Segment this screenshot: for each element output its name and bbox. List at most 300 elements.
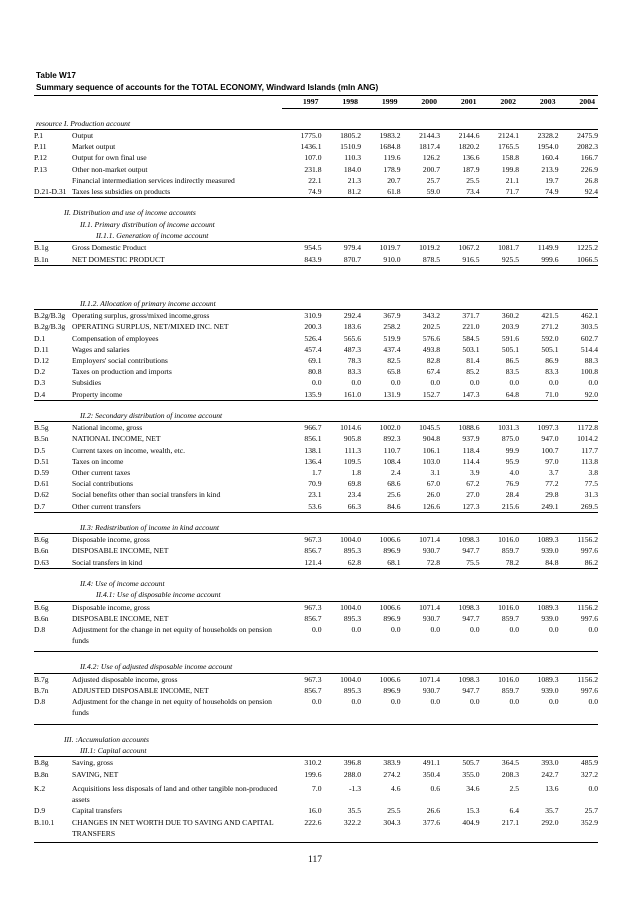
section-heading-use-adjusted xyxy=(34,661,598,673)
section-heading-redistribution xyxy=(34,522,598,534)
row-value: 503.1 xyxy=(462,344,480,354)
row-value: 1045.5 xyxy=(419,423,440,433)
row-value: 67.0 xyxy=(426,479,440,489)
row-value: 404.9 xyxy=(462,817,480,827)
table-row xyxy=(34,783,598,805)
row-code: D.4 xyxy=(34,389,72,401)
accounts-table xyxy=(34,96,598,843)
row-value: 83.3 xyxy=(545,367,559,377)
row-value: 221.0 xyxy=(462,322,480,332)
table-row xyxy=(34,456,598,467)
row-value: 0.0 xyxy=(391,697,401,707)
row-value: 1014.6 xyxy=(340,423,361,433)
row-value: 7.0 xyxy=(312,783,322,793)
row-value: 1225.2 xyxy=(577,243,598,253)
row-value: 1436.1 xyxy=(300,142,322,152)
row-value: 109.5 xyxy=(343,456,361,466)
year-header: 2002 xyxy=(480,96,520,109)
row-value: 84.6 xyxy=(361,501,401,513)
row-value: 187.9 xyxy=(462,164,480,174)
row-value: 1983.2 xyxy=(379,130,401,140)
row-value: 222.6 xyxy=(304,817,322,827)
row-value: 0.0 xyxy=(430,697,440,707)
row-value: 1098.3 xyxy=(458,535,480,545)
row-value: 292.4 xyxy=(343,311,361,321)
row-value: 916.5 xyxy=(440,254,480,266)
section-heading-secondary xyxy=(34,410,598,422)
row-value: 1004.0 xyxy=(340,602,361,612)
row-label: SAVING, NET xyxy=(72,769,119,779)
row-value: 0.0 xyxy=(312,625,322,635)
row-code: P.1 xyxy=(34,130,44,140)
row-value: 199.8 xyxy=(501,164,519,174)
row-value: 1684.8 xyxy=(379,142,401,152)
row-value: 1172.8 xyxy=(577,423,598,433)
row-value: 158.8 xyxy=(501,153,519,163)
row-value: 2475.9 xyxy=(577,130,598,140)
row-value: 178.9 xyxy=(383,164,401,174)
row-value: 355.0 xyxy=(462,769,480,779)
row-value: 1019.2 xyxy=(419,243,440,253)
row-value: 25.7 xyxy=(426,175,440,185)
row-value: 29.8 xyxy=(545,490,559,500)
year-header: 2000 xyxy=(401,96,441,109)
table-row xyxy=(34,557,598,569)
row-value: 83.5 xyxy=(505,367,519,377)
table-title-block xyxy=(34,70,598,96)
row-value: 0.0 xyxy=(351,697,361,707)
row-value: 856.7 xyxy=(304,613,322,623)
row-value: 343.2 xyxy=(422,311,440,321)
row-value: 21.3 xyxy=(347,175,361,185)
section-heading-primary-dist xyxy=(34,219,598,230)
row-value: 200.3 xyxy=(304,322,322,332)
row-value: 183.6 xyxy=(343,322,361,332)
table-row xyxy=(34,613,598,624)
row-value: 100.7 xyxy=(541,445,559,455)
row-value: 147.3 xyxy=(440,389,480,401)
row-value: 80.8 xyxy=(308,367,322,377)
row-value: 77.5 xyxy=(584,479,598,489)
row-code: B.6g xyxy=(34,602,49,612)
row-value: 1016.0 xyxy=(498,674,519,684)
row-value: 117.7 xyxy=(581,445,598,455)
row-value: 99.9 xyxy=(505,445,519,455)
row-spacer xyxy=(34,512,598,522)
row-value: 1.8 xyxy=(351,468,361,477)
row-value: 74.9 xyxy=(282,186,322,198)
row-value: 327.2 xyxy=(580,769,598,779)
row-value: 31.3 xyxy=(584,490,598,500)
table-row xyxy=(34,141,598,152)
row-value: 217.1 xyxy=(501,817,519,827)
row-value: 1066.5 xyxy=(559,254,599,266)
row-value: 6.4 xyxy=(509,806,519,816)
table-row xyxy=(34,769,598,780)
row-value: 602.7 xyxy=(580,333,598,343)
row-value: 72.8 xyxy=(401,557,441,569)
row-value: 0.0 xyxy=(351,378,361,388)
row-label: Disposable income, gross xyxy=(72,602,150,612)
row-value: 856.7 xyxy=(304,546,322,556)
row-value: 367.9 xyxy=(383,311,401,321)
row-value: 967.3 xyxy=(304,535,322,545)
row-code: D.2 xyxy=(34,367,46,377)
row-value: 76.9 xyxy=(505,479,519,489)
row-value: 111.3 xyxy=(344,445,361,455)
table-row xyxy=(34,478,598,489)
row-value: 74.9 xyxy=(519,186,559,198)
row-value: 859.7 xyxy=(501,613,519,623)
row-value: 1004.0 xyxy=(340,535,361,545)
row-value: 66.3 xyxy=(322,501,362,513)
row-value: 64.8 xyxy=(480,389,520,401)
row-value: 1031.3 xyxy=(498,423,519,433)
row-value: 966.7 xyxy=(304,423,322,433)
row-value: 0.0 xyxy=(509,697,519,707)
table-row xyxy=(34,344,598,355)
row-value: 271.2 xyxy=(541,322,559,332)
row-label: Output for own final use xyxy=(72,153,147,163)
row-value: 136.4 xyxy=(304,456,322,466)
row-value: 2.5 xyxy=(509,783,519,793)
row-value: 2082.3 xyxy=(577,142,598,152)
row-label: Disposable income, gross xyxy=(72,535,150,545)
row-value: 242.7 xyxy=(541,769,559,779)
row-value: 84.8 xyxy=(519,557,559,569)
row-code: D.12 xyxy=(34,355,49,365)
table-row xyxy=(34,366,598,377)
section-heading-capital xyxy=(34,745,598,757)
row-label: Operating surplus, gross/mixed income,gross xyxy=(72,311,210,321)
row-value: 88.3 xyxy=(584,355,598,365)
section-title: III.1: Capital account xyxy=(34,745,598,757)
row-value: 62.8 xyxy=(322,557,362,569)
row-value: 0.0 xyxy=(351,625,361,635)
table-row xyxy=(34,310,598,322)
row-value: 1071.4 xyxy=(419,602,440,612)
year-header: 2004 xyxy=(559,96,599,109)
section-heading-use-income xyxy=(34,578,598,589)
row-code: D.63 xyxy=(34,557,72,569)
row-value: 126.2 xyxy=(422,153,440,163)
row-label: Taxes on income xyxy=(72,456,124,466)
row-label: Taxes on production and imports xyxy=(72,367,172,377)
row-value: 184.0 xyxy=(343,164,361,174)
row-value: 930.7 xyxy=(422,613,440,623)
row-value: 138.1 xyxy=(304,445,322,455)
row-value: 896.9 xyxy=(383,546,401,556)
row-value: 25.5 xyxy=(466,175,480,185)
row-value: 997.6 xyxy=(580,613,598,623)
row-value: 1071.4 xyxy=(419,674,440,684)
row-label: Current taxes on income, wealth, etc. xyxy=(72,445,186,455)
row-value: 1820.2 xyxy=(458,142,480,152)
row-value: 200.7 xyxy=(422,164,440,174)
row-value: 1954.0 xyxy=(537,142,559,152)
table-row xyxy=(34,467,598,478)
row-value: 70.9 xyxy=(308,479,322,489)
row-code: D.9 xyxy=(34,806,46,816)
row-value: 92.0 xyxy=(559,389,599,401)
row-code: D.1 xyxy=(34,333,46,343)
row-code: B.1g xyxy=(34,243,49,253)
row-value: 0.0 xyxy=(588,783,598,793)
section-title: II.1.1. Generation of income account xyxy=(34,230,598,242)
row-value: 947.0 xyxy=(541,434,559,444)
row-value: 21.1 xyxy=(505,175,519,185)
row-value: 92.4 xyxy=(559,186,599,198)
row-code: P.12 xyxy=(34,153,47,163)
table-row xyxy=(34,545,598,556)
row-code: B.7n xyxy=(34,686,49,696)
row-spacer xyxy=(34,108,598,118)
row-value: 895.3 xyxy=(343,546,361,556)
section-heading-accumulation xyxy=(34,734,598,745)
row-value: 895.3 xyxy=(343,686,361,696)
row-value: 487.3 xyxy=(343,344,361,354)
row-value: 2124.1 xyxy=(498,130,519,140)
row-value: 249.1 xyxy=(519,501,559,513)
row-value: 979.4 xyxy=(343,243,361,253)
row-value: 86.9 xyxy=(545,355,559,365)
row-value: 526.4 xyxy=(304,333,322,343)
row-value: 83.3 xyxy=(347,367,361,377)
row-value: 997.6 xyxy=(580,686,598,696)
row-value: 292.0 xyxy=(541,817,559,827)
row-value: 28.4 xyxy=(505,490,519,500)
row-value: 565.6 xyxy=(343,333,361,343)
row-value: 0.0 xyxy=(588,378,598,388)
row-code: B.8n xyxy=(34,769,49,779)
row-code: D.11 xyxy=(34,344,49,354)
row-value: 100.8 xyxy=(580,367,598,377)
row-value: 65.8 xyxy=(387,367,401,377)
row-value: 493.8 xyxy=(422,344,440,354)
row-value: 895.3 xyxy=(343,613,361,623)
row-value: 0.0 xyxy=(549,625,559,635)
row-value: 3.8 xyxy=(588,468,598,477)
row-value: 215.6 xyxy=(480,501,520,513)
row-value: 35.5 xyxy=(347,806,361,816)
row-value: 78.3 xyxy=(347,355,361,365)
table-row xyxy=(34,757,598,769)
year-header: 2001 xyxy=(440,96,480,109)
row-value: 1.7 xyxy=(312,468,322,477)
row-value: 892.3 xyxy=(383,434,401,444)
table-row xyxy=(34,501,598,513)
row-value: 505.1 xyxy=(501,344,519,354)
row-value: 1098.3 xyxy=(458,602,480,612)
row-spacer xyxy=(34,198,598,208)
table-row xyxy=(34,696,598,718)
row-label: Other current transfers xyxy=(72,501,282,513)
row-label: Gross Domestic Product xyxy=(72,243,147,253)
row-value: 61.8 xyxy=(361,186,401,198)
row-value: 136.6 xyxy=(462,153,480,163)
row-code: B.6g xyxy=(34,535,49,545)
row-value: 16.0 xyxy=(308,806,322,816)
row-value: 393.0 xyxy=(541,758,559,768)
row-value: 591.6 xyxy=(501,333,519,343)
row-label: DISPOSABLE INCOME, NET xyxy=(72,613,169,623)
row-value: 0.0 xyxy=(430,625,440,635)
row-value: 1006.6 xyxy=(379,674,401,684)
row-value: 1098.3 xyxy=(458,674,480,684)
table-row xyxy=(34,152,598,163)
row-value: 59.0 xyxy=(401,186,441,198)
row-value: 947.7 xyxy=(462,546,480,556)
table-row xyxy=(34,186,598,198)
row-value: 4.0 xyxy=(509,468,519,477)
row-value: 930.7 xyxy=(422,546,440,556)
row-value: 939.0 xyxy=(541,686,559,696)
row-value: 73.4 xyxy=(440,186,480,198)
row-value: 947.7 xyxy=(462,686,480,696)
section-heading-use-disposable xyxy=(34,589,598,601)
row-code: K.2 xyxy=(34,783,46,793)
row-label: Output xyxy=(72,130,94,140)
row-value: 19.7 xyxy=(545,175,559,185)
row-value: 1081.7 xyxy=(498,243,519,253)
row-value: 1002.0 xyxy=(379,423,401,433)
row-value: 108.4 xyxy=(383,456,401,466)
row-value: 1016.0 xyxy=(498,535,519,545)
row-value: 584.5 xyxy=(462,333,480,343)
row-value: 462.1 xyxy=(580,311,598,321)
row-value: 1016.0 xyxy=(498,602,519,612)
row-value: 23.4 xyxy=(347,490,361,500)
row-label: Compensation of employees xyxy=(72,333,159,343)
row-value: 152.7 xyxy=(401,389,441,401)
section-title: II.4.1: Use of disposable income account xyxy=(34,589,598,601)
row-spacer xyxy=(34,652,598,662)
table-row xyxy=(34,389,598,401)
row-label: Other current taxes xyxy=(72,468,131,477)
row-value: 231.8 xyxy=(304,164,322,174)
row-value: 15.3 xyxy=(466,806,480,816)
row-value: 4.6 xyxy=(391,783,401,793)
row-label: Social transfers in kind xyxy=(72,557,282,569)
document-page xyxy=(34,70,598,843)
section-title: II.1. Primary distribution of income account xyxy=(80,219,215,229)
row-value: 910.0 xyxy=(361,254,401,266)
row-code: B.6n xyxy=(34,613,49,623)
row-value: 82.8 xyxy=(426,355,440,365)
row-value: 26.6 xyxy=(426,806,440,816)
row-spacer xyxy=(34,568,598,578)
row-value: 1004.0 xyxy=(340,674,361,684)
row-label: Adjusted disposable income, gross xyxy=(72,674,178,684)
row-value: 75.5 xyxy=(440,557,480,569)
row-value: 856.7 xyxy=(304,686,322,696)
table-row xyxy=(34,333,598,344)
row-value: 396.8 xyxy=(343,758,361,768)
table-row xyxy=(34,422,598,434)
year-header: 1999 xyxy=(361,96,401,109)
row-value: 34.6 xyxy=(466,783,480,793)
row-value: 86.5 xyxy=(505,355,519,365)
row-value: 505.7 xyxy=(462,758,480,768)
row-label: Market output xyxy=(72,142,116,152)
row-value: 0.0 xyxy=(312,378,322,388)
row-value: 310.9 xyxy=(304,311,322,321)
row-value: 0.0 xyxy=(549,697,559,707)
row-value: 1775.0 xyxy=(300,130,322,140)
row-code: D.51 xyxy=(34,456,49,466)
row-value: 0.0 xyxy=(588,697,598,707)
row-value: 288.0 xyxy=(343,769,361,779)
row-spacer xyxy=(34,284,598,293)
row-value: 68.6 xyxy=(387,479,401,489)
row-label: DISPOSABLE INCOME, NET xyxy=(72,546,169,556)
row-value: 304.3 xyxy=(383,817,401,827)
table-row xyxy=(34,601,598,613)
row-value: 114.4 xyxy=(462,456,480,466)
row-value: 0.0 xyxy=(391,378,401,388)
row-value: 82.5 xyxy=(387,355,401,365)
row-value: 1006.6 xyxy=(379,602,401,612)
table-header-years xyxy=(34,96,598,109)
section-title: I. Production account xyxy=(63,118,131,128)
section-title: II.2: Secondary distribution of income account xyxy=(34,410,598,422)
row-value: 25.6 xyxy=(387,490,401,500)
row-code xyxy=(34,175,72,186)
row-value: 78.2 xyxy=(480,557,520,569)
row-value: 878.5 xyxy=(401,254,441,266)
row-value: 1097.3 xyxy=(537,423,559,433)
row-value: 22.1 xyxy=(308,175,322,185)
table-row xyxy=(34,377,598,388)
row-value: 274.2 xyxy=(383,769,401,779)
row-value: 0.0 xyxy=(470,625,480,635)
row-value: 95.9 xyxy=(505,456,519,466)
section-title: III. :Accumulation accounts xyxy=(64,734,149,744)
row-value: 1817.4 xyxy=(419,142,440,152)
section-heading-distribution xyxy=(34,207,598,218)
row-value: 1088.6 xyxy=(458,423,480,433)
row-label: Capital transfers xyxy=(72,806,122,816)
row-value: 258.2 xyxy=(383,322,401,332)
row-value: 20.7 xyxy=(387,175,401,185)
page-title: Summary sequence of accounts for the TOTAL ECONOMY, Windward Islands (mln ANG) xyxy=(34,82,598,96)
row-value: 939.0 xyxy=(541,546,559,556)
row-label: ADJUSTED DISPOSABLE INCOME, NET xyxy=(72,686,209,696)
row-value: 126.6 xyxy=(401,501,441,513)
row-value: 322.2 xyxy=(343,817,361,827)
row-value: 1156.2 xyxy=(577,535,598,545)
row-value: 1510.9 xyxy=(340,142,361,152)
row-value: 166.7 xyxy=(580,153,598,163)
row-value: 1067.2 xyxy=(458,243,480,253)
row-value: 1006.6 xyxy=(379,535,401,545)
table-row xyxy=(34,624,598,646)
row-value: 437.4 xyxy=(383,344,401,354)
table-row xyxy=(34,355,598,366)
row-label: Other non-market output xyxy=(72,164,148,174)
row-value: 53.6 xyxy=(282,501,322,513)
row-value: 2.4 xyxy=(391,468,401,477)
section-title: II.4.2: Use of adjusted disposable income account xyxy=(34,661,598,673)
row-value: 1149.9 xyxy=(537,243,559,253)
row-value: 1156.2 xyxy=(577,602,598,612)
row-label: Social benefits other than social transfers in kind xyxy=(72,490,221,500)
row-value: 3.7 xyxy=(549,468,559,477)
row-label: Social contributions xyxy=(72,479,133,489)
row-label: Adjustment for the change in net equity of households on pension funds xyxy=(72,697,272,718)
row-value: 491.1 xyxy=(422,758,440,768)
row-label: Property income xyxy=(72,389,282,401)
